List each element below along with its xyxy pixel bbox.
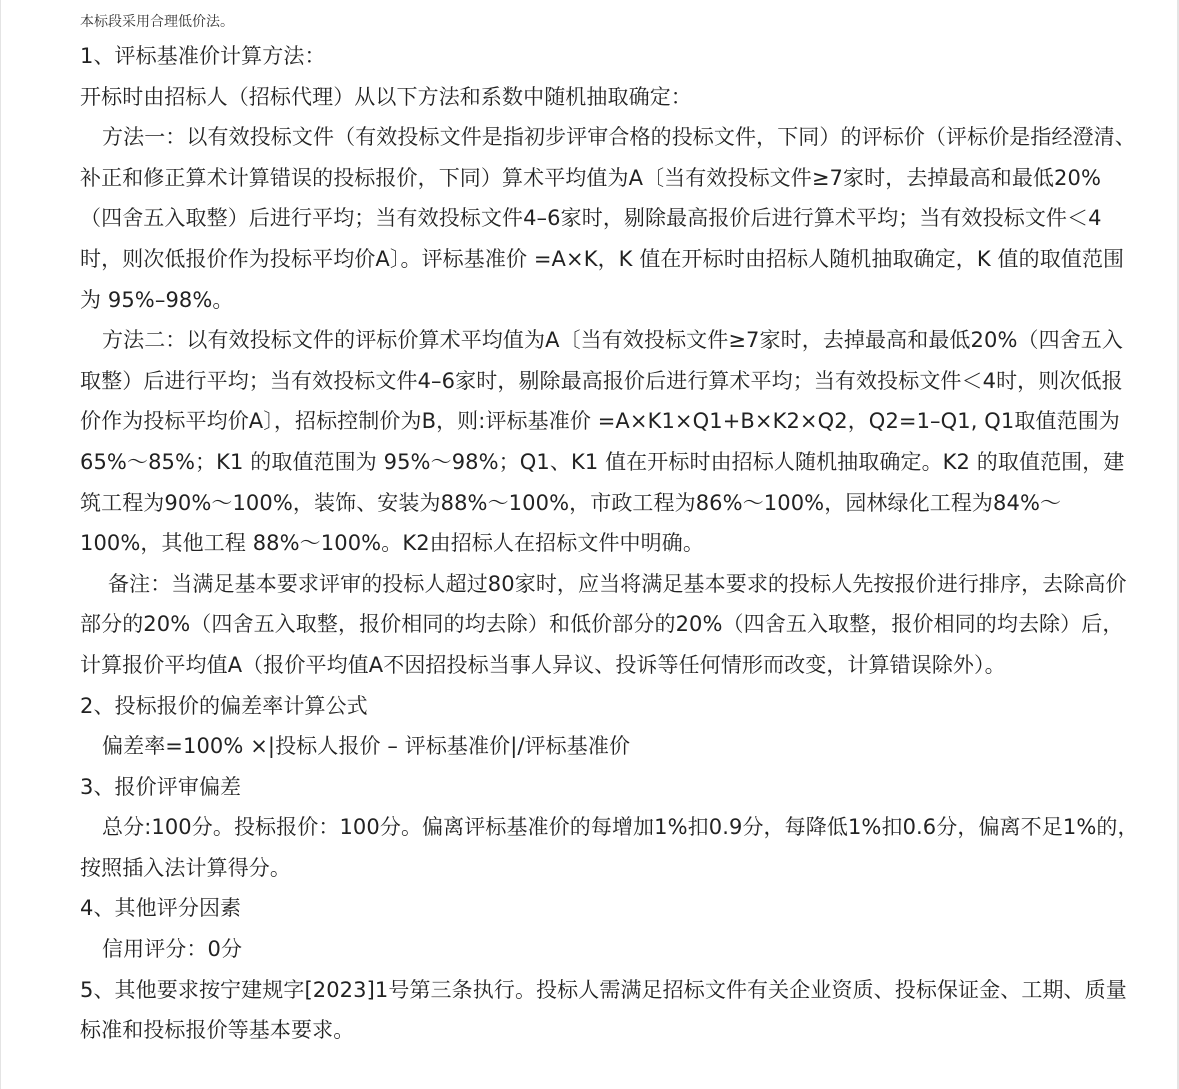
method-two-paragraph: 方法二：以有效投标文件的评标价算术平均值为A〔当有效投标文件≥7家时，去掉最高和最低20%（四舍五入取整）后进行平均；当有效投标文件4–6家时，剔除最高报价后进行算术平均；当有效投标文件＜4时，则次低报价作为投标平均价A〕，招标控制价为B，则:评标基准价 =A×K1×Q1+B×K2×Q2，Q2=1–Q1, Q1取值范围为65%～85%；K1 的取值范围为 95%～98%；Q1、K1 值在开标时由招标人随机抽取确定。K2 的取值范围，建筑工程为90%～100%，装饰、安装为88%～100%，市政工程为86%～100%，园林绿化工程为84%～100%，其他工程 88%～100%。K2由招标人在招标文件中明确。 [80, 328, 1125, 556]
section-2-heading: 2、投标报价的偏差率计算公式 [80, 693, 368, 718]
document-body [80, 0, 1140, 1051]
scoring-paragraph: 总分:100分。投标报价：100分。偏离评标基准价的每增加1%扣0.9分，每降低1%扣0.6分，偏离不足1%的，按照插入法计算得分。 [80, 815, 1139, 880]
draw-instruction: 开标时由招标人（招标代理）从以下方法和系数中随机抽取确定： [80, 84, 692, 109]
section-3-heading: 3、报价评审偏差 [80, 774, 242, 799]
section-1-heading: 1、评标基准价计算方法： [80, 44, 326, 68]
section-5-paragraph: 5、其他要求按宁建规字[2023]1号第三条执行。投标人需满足招标文件有关企业资质、投标保证金、工期、质量标准和投标报价等基本要求。 [80, 977, 1127, 1043]
deviation-formula: 偏差率=100% ×|投标人报价 – 评标基准价|/评标基准价 [102, 734, 631, 759]
credit-score: 信用评分：0分 [102, 937, 243, 962]
method-one-paragraph: 方法一：以有效投标文件（有效投标文件是指初步评审合格的投标文件，下同）的评标价（评标价是指经澄清、补正和修正算术计算错误的投标报价，下同）算术平均值为A〔当有效投标文件≥7家时，去掉最高和最低20%（四舍五入取整）后进行平均；当有效投标文件4–6家时，剔除最高报价后进行算术平均；当有效投标文件＜4时，则次低报价作为投标平均价A〕。评标基准价 =A×K，K 值在开标时由招标人随机抽取确定，K 值的取值范围为 95%–98%。 [80, 125, 1136, 312]
remark-paragraph: 备注：当满足基本要求评审的投标人超过80家时，应当将满足基本要求的投标人先按报价进行排序，去除高价部分的20%（四舍五入取整，报价相同的均去除）和低价部分的20%（四舍五入取整，报价相同的均去除）后，计算报价平均值A（报价平均值A不因招投标当事人异议、投诉等任何情形而改变，计算错误除外）。 [80, 571, 1127, 677]
intro-note: 本标段采用合理低价法。 [80, 14, 234, 30]
left-border [0, 0, 1, 1089]
section-4-heading: 4、其他评分因素 [80, 896, 242, 921]
